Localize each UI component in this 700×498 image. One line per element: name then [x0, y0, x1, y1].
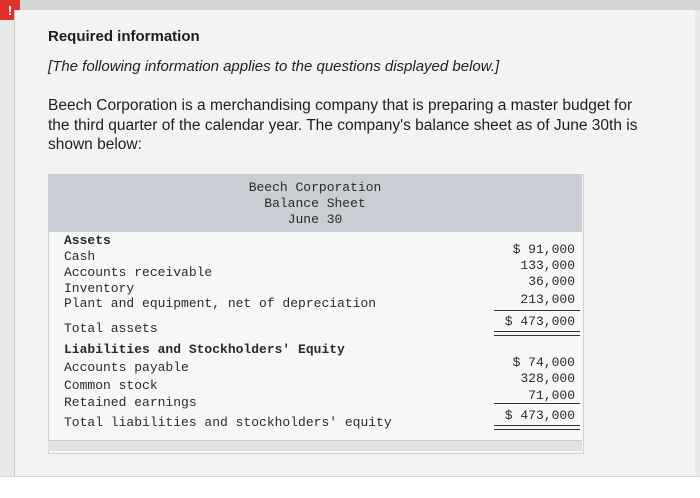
plant-equipment-amount: 213,000 — [520, 292, 575, 307]
assets-header: Assets — [64, 233, 111, 248]
total-assets-amount: $ 473,000 — [504, 314, 575, 329]
top-bar — [0, 0, 700, 10]
company-name: Beech Corporation — [248, 180, 382, 195]
total-assets-label: Total assets — [64, 321, 158, 336]
total-liabilities-double-rule — [494, 425, 580, 430]
accounts-payable-label: Accounts payable — [64, 360, 189, 375]
required-information-heading: Required information — [48, 28, 200, 45]
cash-label: Cash — [64, 249, 96, 264]
total-liabilities-equity-amount: $ 473,000 — [504, 408, 575, 423]
retained-earnings-label: Retained earnings — [64, 395, 197, 410]
liabilities-equity-header: Liabilities and Stockholders' Equity — [64, 342, 345, 357]
common-stock-label: Common stock — [64, 378, 158, 393]
cash-amount: $ 91,000 — [512, 242, 575, 257]
alert-icon-label: ! — [7, 2, 13, 18]
retained-earnings-amount: 71,000 — [528, 388, 575, 403]
common-stock-amount: 328,000 — [520, 371, 575, 386]
inventory-amount: 36,000 — [528, 274, 575, 289]
statement-name: Balance Sheet — [264, 196, 366, 211]
intro-paragraph: Beech Corporation is a merchandising company that is preparing a master budget for the third quarter of the calendar year. The company's balance sheet as of June 30th is shown below: — [48, 97, 638, 153]
total-liabilities-equity-label: Total liabilities and stockholders' equity — [64, 415, 392, 430]
subtotal-rule — [494, 310, 580, 311]
bottom-edge — [0, 476, 700, 498]
liabilities-subtotal-rule — [494, 403, 580, 404]
accounts-receivable-amount: 133,000 — [520, 258, 575, 273]
subheading-note: [The following information applies to the questions displayed below.] — [48, 58, 500, 75]
accounts-receivable-label: Accounts receivable — [64, 265, 213, 280]
plant-equipment-label: Plant and equipment, net of depreciation — [64, 296, 377, 311]
table-footer-bar — [48, 440, 582, 451]
total-assets-double-rule — [494, 331, 580, 336]
accounts-payable-amount: $ 74,000 — [512, 355, 575, 370]
statement-date: June 30 — [287, 212, 343, 227]
inventory-label: Inventory — [64, 281, 135, 296]
